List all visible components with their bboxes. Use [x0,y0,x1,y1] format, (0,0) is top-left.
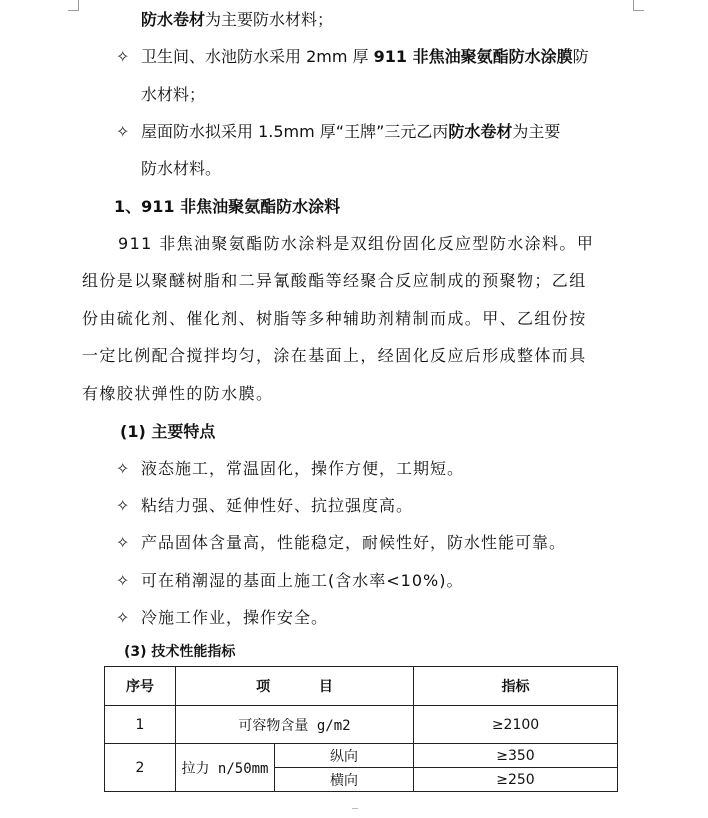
cell-item: 拉力 n/50mm [176,744,275,792]
spec-table [104,666,618,792]
text-run: 卫生间、水池防水采用 2mm 厚 [141,47,374,66]
cell-index: ≥2100 [414,706,618,744]
bullet-item [141,47,589,67]
cell-direction: 横向 [275,768,414,792]
diamond-bullet-icon: ✧ [116,122,130,141]
feature-item: 冷施工作业，操作安全。 [141,608,329,627]
header-cell-no: 序号 [105,667,176,706]
text-run: 为主要防水材料； [205,10,334,29]
diamond-bullet-icon: ✧ [116,496,130,515]
page-corner-mark-left [68,0,79,11]
diamond-bullet-icon: ✧ [116,459,130,478]
cell-no: 2 [105,744,176,792]
text-line [141,10,333,30]
diamond-bullet-icon: ✧ [116,608,130,627]
section-heading: 1、911 非焦油聚氨酯防水涂料 [114,197,341,216]
table-header-row [105,667,618,706]
bullet-item [141,122,560,142]
header-cell-index: 指标 [414,667,618,706]
bold-term: 911 非焦油聚氨酯防水涂膜 [373,47,573,66]
header-cell-item: 项 目 [176,667,414,706]
paragraph-line: 组份是以聚醚树脂和二异氰酸酯等经聚合反应制成的预聚物；乙组 [82,271,587,290]
paragraph-line: 911 非焦油聚氨酯防水涂料是双组份固化反应型防水涂料。甲 [118,234,595,253]
table-heading: (3) 技术性能指标 [124,644,236,660]
subsection-heading: (1) 主要特点 [120,422,216,441]
cell-direction: 纵向 [275,744,414,768]
cell-no: 1 [105,706,176,744]
page-corner-mark-right [633,0,644,11]
bold-term: 防水卷材 [141,10,206,29]
feature-item: 可在稍潮湿的基面上施工(含水率<10%)。 [141,571,464,590]
text-run: 防 [572,47,589,66]
feature-item: 粘结力强、延伸性好、抗拉强度高。 [141,496,414,515]
table-row [105,744,618,768]
bullet-continuation: 防水材料。 [141,159,222,178]
diamond-bullet-icon: ✧ [116,571,130,590]
feature-item: 液态施工，常温固化，操作方便，工期短。 [141,459,465,478]
paragraph-line: 有橡胶状弹性的防水膜。 [82,384,274,403]
cell-index: ≥250 [414,768,618,792]
cell-index: ≥350 [414,744,618,768]
table-row [105,706,618,744]
diamond-bullet-icon: ✧ [116,533,130,552]
page-footer-mark [352,808,358,813]
cell-item: 可容物含量 g/m2 [176,706,414,744]
paragraph-line: 份由硫化剂、催化剂、树脂等多种辅助剂精制而成。甲、乙组份按 [82,309,587,328]
feature-item: 产品固体含量高，性能稳定，耐候性好，防水性能可靠。 [141,533,567,552]
bullet-continuation: 水材料； [141,85,206,104]
text-run: 为主要 [512,122,561,141]
text-run: 屋面防水拟采用 1.5mm 厚“王牌”三元乙丙 [141,122,449,141]
bold-term: 防水卷材 [448,122,513,141]
diamond-bullet-icon: ✧ [116,47,130,66]
paragraph-line: 一定比例配合搅拌均匀，涂在基面上，经固化反应后形成整体而具 [82,346,587,365]
